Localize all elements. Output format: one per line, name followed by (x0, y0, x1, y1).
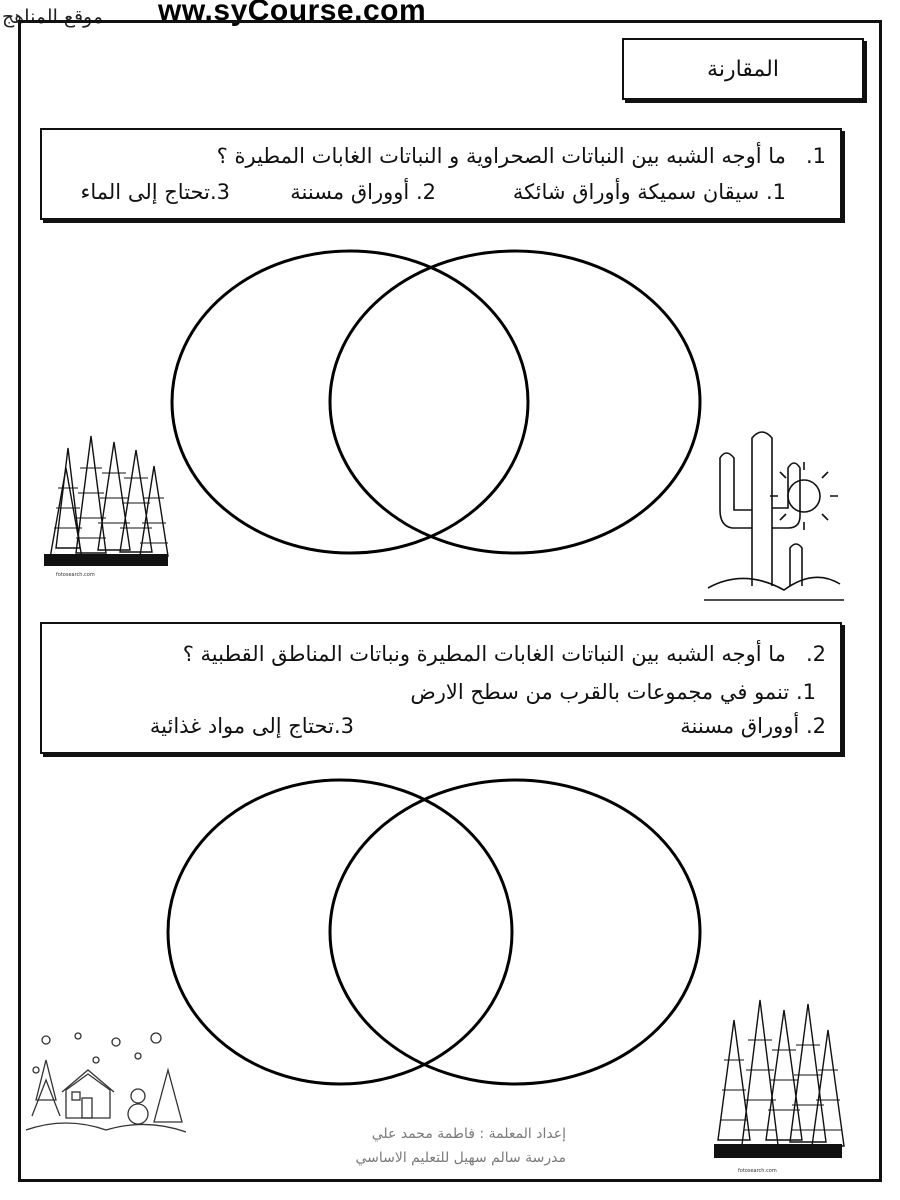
desert-cactus-illustration (704, 418, 844, 608)
forest-bottom-credit: fotosearch.com (738, 1168, 777, 1174)
q1-option-3 (81, 180, 231, 204)
venn-diagram-2 (160, 770, 720, 1100)
rainforest-trees-illustration (36, 428, 176, 578)
q2-option-2-number: 2. (805, 714, 826, 738)
polar-winter-house-illustration (26, 1030, 186, 1150)
q1-option-2-number: 2. (415, 180, 436, 204)
q2-option-2 (680, 714, 826, 738)
question-2-box (40, 622, 842, 754)
q2-option-3-number: 3. (333, 714, 354, 738)
q2-option-1 (410, 680, 816, 704)
venn-2-left-circle (168, 780, 512, 1084)
venn-diagram-1 (160, 240, 720, 570)
footer-school: مدرسة سالم سهيل للتعليم الاساسي (355, 1150, 566, 1166)
question-1-prompt (217, 144, 826, 168)
q1-option-2-text: أووراق مسننة (290, 180, 410, 204)
question-1-text: ما أوجه الشبه بين النباتات الصحراوية و النباتات الغابات المطيرة ؟ (216, 144, 786, 168)
q2-option-3 (150, 714, 354, 738)
question-2-text: ما أوجه الشبه بين النباتات الغابات المطيرة ونباتات المناطق القطبية ؟ (182, 642, 786, 666)
venn-2-right-circle (330, 780, 700, 1084)
q1-option-2 (290, 180, 436, 204)
q1-option-1 (513, 180, 786, 204)
site-arabic-label: موقع المناهج (2, 6, 104, 28)
footer-teacher: إعداد المعلمة : فاطمة محمد علي (371, 1126, 566, 1142)
venn-1-left-circle (172, 251, 528, 553)
q1-option-1-text: سيقان سميكة وأوراق شائكة (512, 180, 760, 204)
q1-option-3-text: تحتاج إلى الماء (80, 180, 210, 204)
forest-top-credit: fotosearch.com (56, 572, 95, 578)
site-url-watermark: ww.syCourse.com (158, 0, 427, 27)
question-2-number: 2. (805, 642, 826, 666)
question-2-prompt (183, 642, 826, 666)
venn-1-right-circle (330, 251, 700, 553)
q2-option-1-text: تنمو في مجموعات بالقرب من سطح الارض (410, 680, 790, 704)
q1-option-3-number: 3. (209, 180, 230, 204)
question-1-number: 1. (805, 144, 826, 168)
question-1-box (40, 128, 842, 220)
rainforest-trees-illustration-bottom (708, 990, 848, 1176)
q2-option-3-text: تحتاج إلى مواد غذائية (149, 714, 334, 738)
worksheet-title: المقارنة (622, 38, 864, 100)
q1-option-1-number: 1. (765, 180, 786, 204)
q2-option-2-text: أووراق مسننة (680, 714, 800, 738)
q2-option-1-number: 1. (795, 680, 816, 704)
